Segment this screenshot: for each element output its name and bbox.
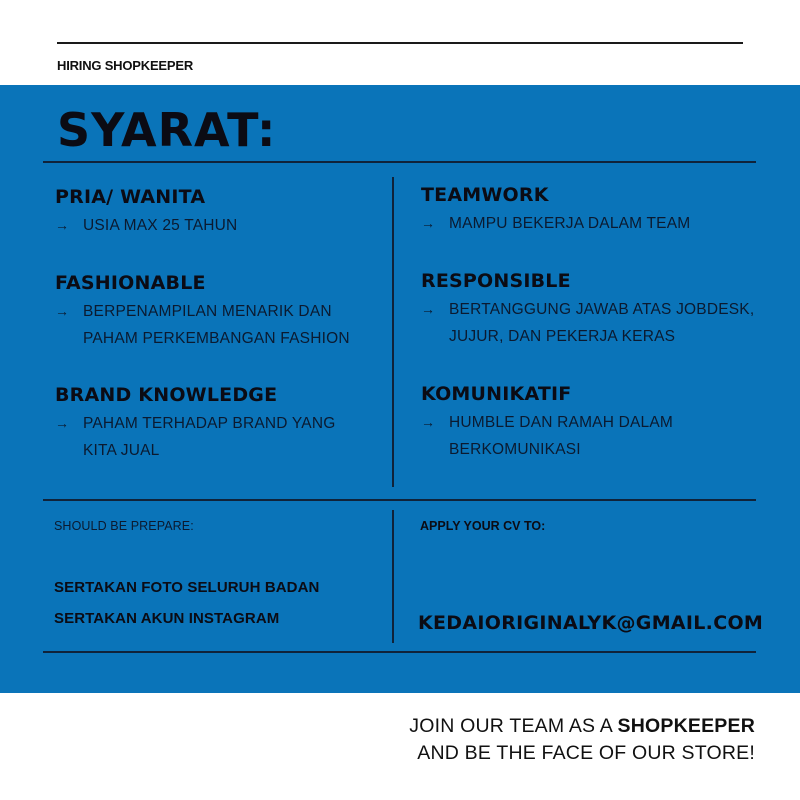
requirement-brand-knowledge [55,384,336,464]
header-band [0,0,800,85]
requirement-gender [55,186,237,239]
tagline-line-2: AND BE THE FACE OF OUR STORE! [417,742,755,764]
bottom-column-divider [392,510,394,643]
header-divider [57,42,743,44]
apply-email-link[interactable]: KEDAIORIGINALYK@GMAIL.COM [418,612,764,634]
tagline-prefix: JOIN OUR TEAM AS A [409,715,618,737]
arrow-right-icon: → [421,301,435,317]
arrow-right-icon: → [421,414,435,430]
requirement-line: BERTANGGUNG JAWAB ATAS JOBDESK, [449,301,755,318]
requirement-title: KOMUNIKATIF [421,383,572,405]
requirement-line: HUMBLE DAN RAMAH DALAM [449,414,674,431]
requirement-title: PRIA/ WANITA [55,186,206,208]
tagline-highlight: SHOPKEEPER [617,715,755,737]
requirement-title: FASHIONABLE [55,272,206,294]
title-divider [43,161,756,163]
section-divider [43,499,756,501]
requirement-responsible [421,270,754,350]
prepare-item-photo: SERTAKAN FOTO SELURUH BADAN [54,579,320,596]
bottom-divider [43,651,756,653]
requirement-title: BRAND KNOWLEDGE [55,384,278,406]
requirement-line: MAMPU BEKERJA DALAM TEAM [449,215,691,232]
arrow-right-icon: → [55,217,69,233]
arrow-right-icon: → [421,215,435,231]
requirement-title: RESPONSIBLE [421,270,571,292]
requirement-teamwork [421,184,690,237]
requirement-line: BERKOMUNIKASI [449,441,581,458]
requirement-line: KITA JUAL [83,442,160,459]
requirement-line: JUJUR, DAN PEKERJA KERAS [449,328,676,345]
requirement-line: USIA MAX 25 TAHUN [83,217,238,234]
requirement-fashionable [55,272,350,352]
apply-label: APPLY YOUR CV TO: [420,519,546,533]
column-divider [392,177,394,487]
requirement-line: PAHAM TERHADAP BRAND YANG [83,415,336,432]
arrow-right-icon: → [55,415,69,431]
arrow-right-icon: → [55,303,69,319]
footer-tagline [409,713,755,767]
requirement-komunikatif [421,383,673,463]
hiring-label: HIRING SHOPKEEPER [57,58,194,73]
prepare-item-instagram: SERTAKAN AKUN INSTAGRAM [54,610,280,627]
requirement-line: BERPENAMPILAN MENARIK DAN [83,303,332,320]
page-title: SYARAT: [57,103,277,157]
requirement-line: PAHAM PERKEMBANGAN FASHION [83,330,350,347]
requirement-title: TEAMWORK [421,184,549,206]
prepare-label: SHOULD BE PREPARE: [54,519,194,533]
tagline-line-1 [409,713,755,740]
